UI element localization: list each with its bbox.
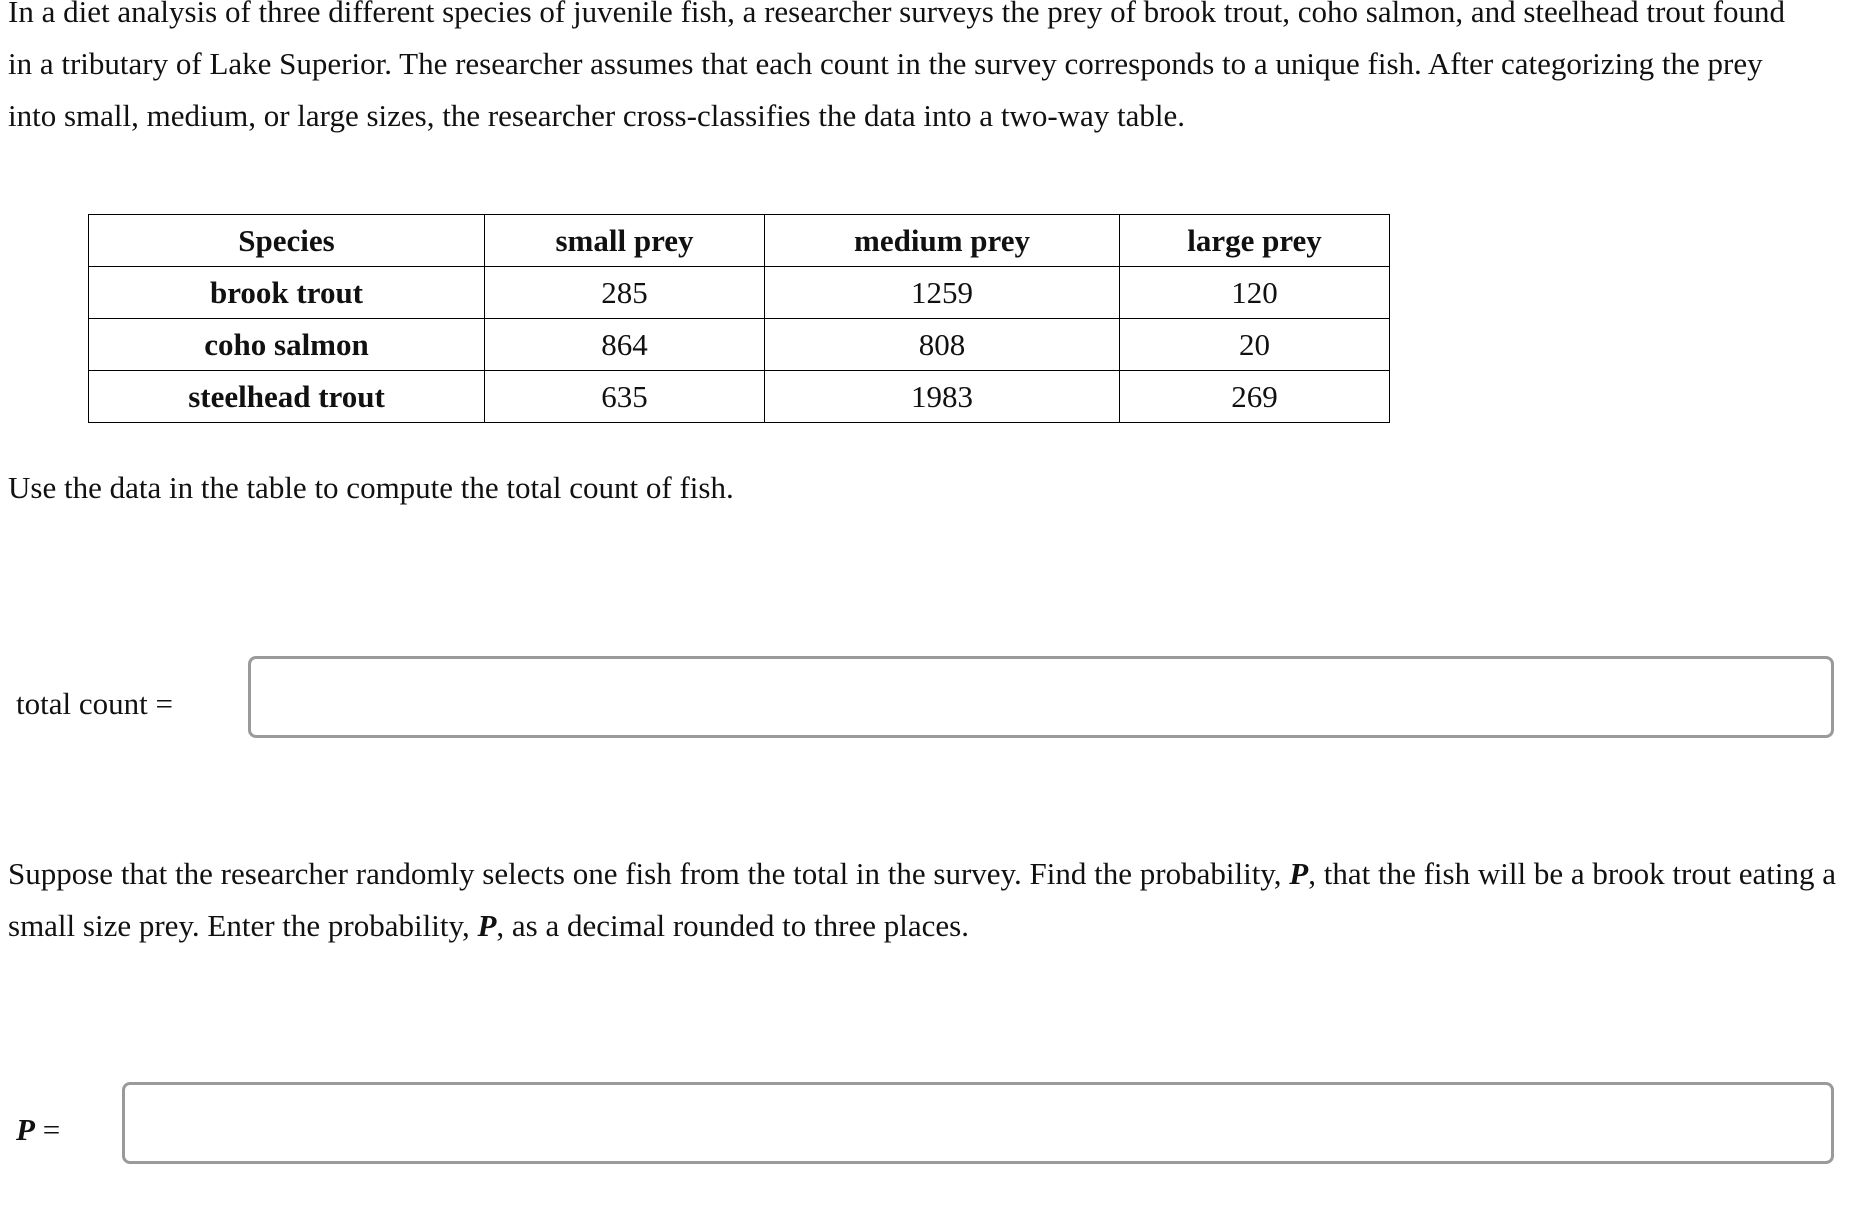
probability-label-var: P — [16, 1112, 35, 1147]
total-count-input[interactable] — [248, 656, 1834, 738]
large-prey-cell: 269 — [1120, 371, 1390, 423]
header-large-prey: large prey — [1120, 215, 1390, 267]
probability-label-eq: = — [34, 1112, 61, 1147]
medium-prey-cell: 1259 — [765, 267, 1120, 319]
large-prey-cell: 20 — [1120, 319, 1390, 371]
small-prey-cell: 285 — [485, 267, 765, 319]
question-text-part1: Suppose that the researcher randomly selects one fish from the total in the survey. Find the probability, — [8, 856, 1290, 891]
species-cell: brook trout — [89, 267, 485, 319]
table-row — [89, 267, 1390, 319]
species-cell: steelhead trout — [89, 371, 485, 423]
table-row — [89, 371, 1390, 423]
table-header-row — [89, 215, 1390, 267]
probability-question — [8, 848, 1848, 952]
prey-data-table — [88, 214, 1390, 423]
header-medium-prey: medium prey — [765, 215, 1120, 267]
question-text-part3: , as a decimal rounded to three places. — [496, 908, 969, 943]
problem-intro: In a diet analysis of three different species of juvenile fish, a researcher surveys the prey of brook trout, coho salmon, and steelhead trout found in a tributary of Lake Superior. The researcher assumes that each count in the survey corresponds to a unique fish. After categorizing the prey into small, medium, or large sizes, the researcher cross-classifies the data into a two-way table. — [8, 0, 1786, 133]
header-small-prey: small prey — [485, 215, 765, 267]
medium-prey-cell: 808 — [765, 319, 1120, 371]
medium-prey-cell: 1983 — [765, 371, 1120, 423]
question-text-part2: , that the fish will be a brook trout eating a small size prey. Enter the probability, — [8, 856, 1836, 943]
small-prey-cell: 635 — [485, 371, 765, 423]
large-prey-cell: 120 — [1120, 267, 1390, 319]
total-count-label: total count = — [16, 686, 173, 721]
probability-input[interactable] — [122, 1082, 1834, 1164]
species-cell: coho salmon — [89, 319, 485, 371]
header-species: Species — [89, 215, 485, 267]
probability-label — [16, 1110, 60, 1150]
small-prey-cell: 864 — [485, 319, 765, 371]
variable-p: P — [1289, 856, 1309, 891]
variable-p: P — [477, 908, 497, 943]
table-row — [89, 319, 1390, 371]
instruction-text: Use the data in the table to compute the total count of fish. — [8, 470, 734, 505]
